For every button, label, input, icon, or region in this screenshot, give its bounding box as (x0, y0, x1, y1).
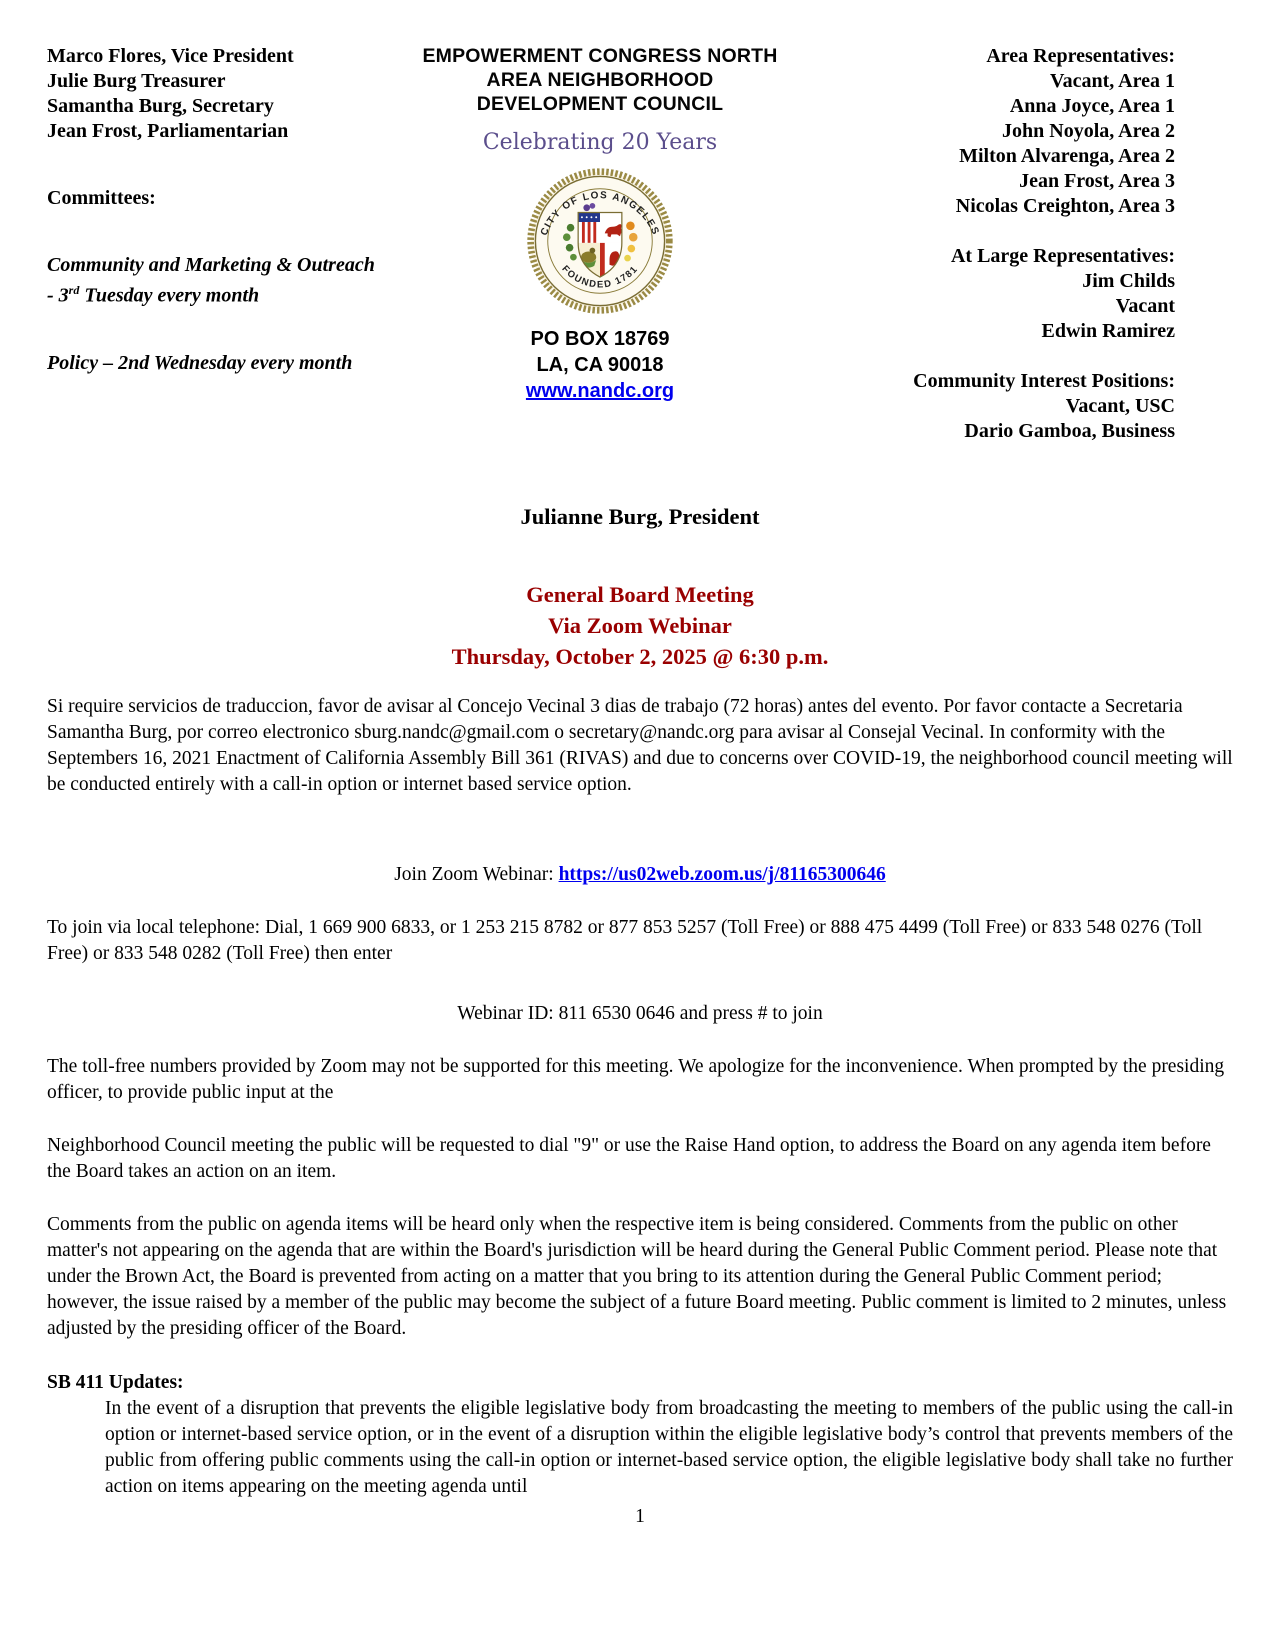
org-header (375, 44, 825, 404)
city-state-zip-line: LA, CA 90018 (536, 354, 664, 376)
officer-line: Marco Flores, Vice President (47, 45, 294, 67)
anniversary-tagline: Celebrating 20 Years (482, 130, 718, 155)
committee-text: Community and Marketing & Outreach - 3 (47, 254, 375, 307)
translation-notice-paragraph: Si require servicios de traduccion, favor de avisar al Concejo Vecinal 3 dias de trabajo (72 horas) antes del evento. Por favor contacte a Secretaria Samantha Burg, por correo electronico sburg.nandc@gmail.com o secretary@nandc.org para avisar al Consejal Vecinal. In conformity with the Septembers 16, 2021 Enactment of California Assembly Bill 361 (RIVAS) and due to concerns over COVID-19, the neighborhood council meeting will be conducted entirely with a call-in option or internet based service option. (47, 696, 1233, 795)
city-of-los-angeles-seal (375, 165, 825, 322)
meeting-format-line: Via Zoom Webinar (548, 613, 732, 638)
committee-text: Tuesday every month (79, 284, 260, 307)
rep-line: Vacant (1115, 295, 1175, 317)
committee-item (47, 253, 382, 309)
po-box-line: PO BOX 18769 (530, 328, 670, 350)
org-name-line: DEVELOPMENT COUNCIL (476, 93, 724, 115)
seal-top-text: CITY OF LOS ANGELES (538, 190, 662, 238)
rep-line: Milton Alvarenga, Area 2 (959, 145, 1175, 167)
committees-heading: Committees: (47, 187, 156, 209)
president-line: Julianne Burg, President (520, 504, 760, 529)
rep-line: Anna Joyce, Area 1 (1009, 95, 1175, 117)
community-interest-heading: Community Interest Positions: (913, 370, 1175, 392)
meeting-datetime-line: Thursday, October 2, 2025 @ 6:30 p.m. (451, 644, 829, 669)
join-webinar-label: Join Zoom Webinar: (394, 864, 559, 885)
officer-line: Samantha Burg, Secretary (47, 95, 274, 117)
area-representatives-heading: Area Representatives: (986, 45, 1175, 67)
community-interest-group (830, 369, 1175, 444)
zoom-webinar-link[interactable]: https://us02web.zoom.us/j/81165300646 (558, 864, 886, 885)
rep-line: Dario Gamboa, Business (964, 420, 1175, 442)
area-representatives-group (830, 44, 1175, 219)
at-large-representatives-group (830, 244, 1175, 344)
rep-line: John Noyola, Area 2 (1002, 120, 1175, 142)
rep-line: Edwin Ramirez (1041, 320, 1175, 342)
at-large-heading: At Large Representatives: (950, 245, 1175, 267)
join-webinar-line (47, 862, 1233, 888)
org-name-line: EMPOWERMENT CONGRESS NORTH (422, 45, 778, 67)
officer-line: Jean Frost, Parliamentarian (47, 120, 289, 142)
committee-item: Policy – 2nd Wednesday every month (47, 351, 353, 374)
telephone-instructions-paragraph: To join via local telephone: Dial, 1 669 900 6833, or 1 253 215 8782 or 877 853 5257 (Toll Free) or 888 475 4499 (Toll Free) or 833 548 0276 (Toll Free) or 833 548 0282 (Toll Free) then enter (47, 917, 1203, 964)
rep-line: Jim Childs (1082, 270, 1175, 292)
rep-line: Vacant, Area 1 (1050, 70, 1175, 92)
org-name-line: AREA NEIGHBORHOOD (486, 69, 714, 91)
meeting-title-line: General Board Meeting (526, 582, 754, 607)
rep-line: Vacant, USC (1065, 395, 1175, 417)
sb411-heading: SB 411 Updates: (47, 1372, 184, 1393)
tollfree-disclaimer-paragraph: The toll-free numbers provided by Zoom may not be supported for this meeting. We apologize for the inconvenience. When prompted by the presiding officer, to provide public input at the (47, 1056, 1225, 1103)
ordinal-suffix: rd (68, 283, 80, 297)
org-website-link[interactable]: www.nandc.org (525, 380, 675, 402)
rep-line: Jean Frost, Area 3 (1019, 170, 1175, 192)
representatives-column (830, 44, 1175, 444)
page-number: 1 (635, 1506, 645, 1527)
rep-line: Nicolas Creighton, Area 3 (955, 195, 1175, 217)
raise-hand-paragraph: Neighborhood Council meeting the public will be requested to dial "9" or use the Raise Hand option, to address the Board on any agenda item before the Board takes an action on an item. (47, 1135, 1211, 1182)
officer-line: Julie Burg Treasurer (47, 70, 226, 92)
seal-bottom-text: FOUNDED 1781 (559, 263, 641, 291)
webinar-id-line: Webinar ID: 811 6530 0646 and press # to join (457, 1003, 823, 1024)
org-name (375, 44, 825, 116)
agenda-body (47, 503, 1233, 1530)
officers-column (47, 44, 382, 376)
sb411-paragraph: In the event of a disruption that prevents the eligible legislative body from broadcasting the meeting to members of the public using the call-in option or internet-based service option, or in the event of a disruption within the eligible legislative body’s control that prevents members of the public from offering public comments using the call-in option or internet-based service option, the eligible legislative body shall take no further action on items appearing on the meeting agenda until (105, 1398, 1233, 1497)
public-comment-paragraph: Comments from the public on agenda items will be heard only when the respective item is being considered. Comments from the public on other matter's not appearing on the agenda that are within the Board's jurisdiction will be heard during the General Public Comment period. Please note that under the Brown Act, the Board is prevented from acting on a matter that you bring to its attention during the General Public Comment period; however, the issue raised by a member of the public may become the subject of a future Board meeting. Public comment is limited to 2 minutes, unless adjusted by the presiding officer of the Board. (47, 1214, 1227, 1339)
